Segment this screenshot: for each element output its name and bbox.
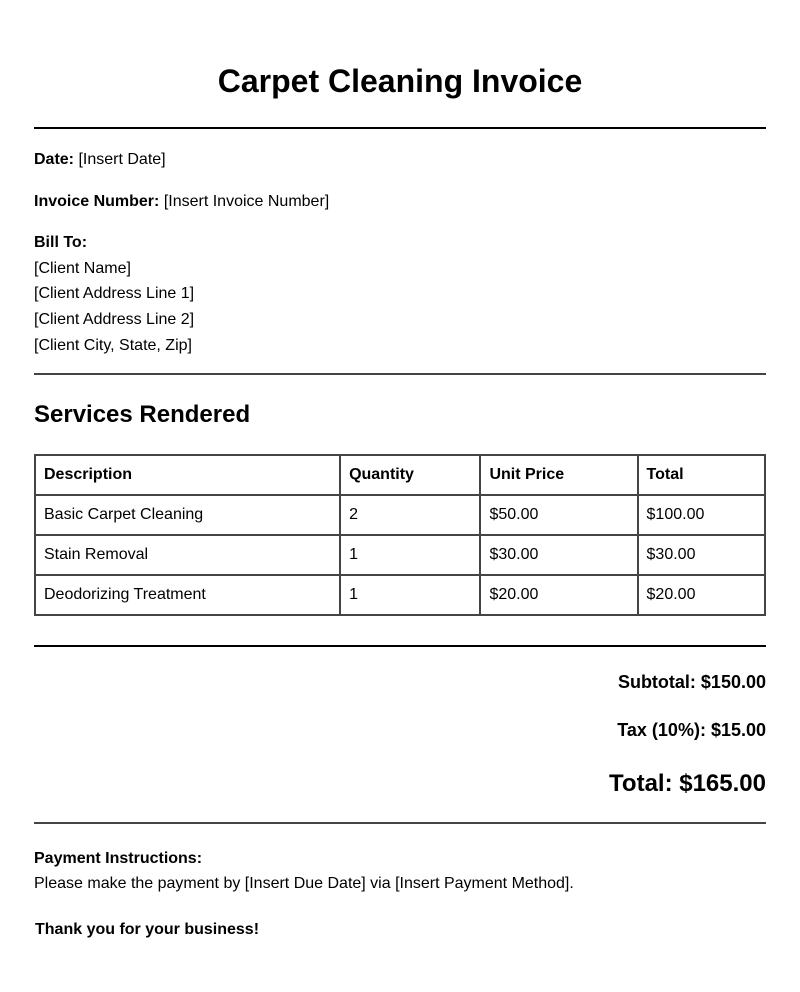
payment-instructions-label: [34, 849, 202, 869]
column-header-quantity: Quantity: [340, 455, 480, 495]
services-heading: Services Rendered: [34, 401, 251, 428]
cell-total: $100.00: [638, 495, 765, 535]
cell-description: Stain Removal: [35, 535, 340, 575]
subtotal-line: Subtotal: $150.00: [617, 672, 766, 692]
client-address-line-1: [Client Address Line 1]: [34, 285, 195, 302]
total-line: Total: $165.00: [609, 770, 766, 797]
date-label: Date:: [34, 151, 75, 168]
thank-you-message: [35, 920, 259, 940]
client-city-state-zip: [Client City, State, Zip]: [34, 337, 192, 354]
column-header-description: Description: [35, 455, 340, 495]
table-row: [35, 495, 765, 535]
date-value: [Insert Date]: [78, 151, 166, 168]
cell-unit-price: $20.00: [480, 575, 637, 615]
cell-total: $20.00: [638, 575, 765, 615]
table-row: [35, 575, 765, 615]
services-table: [34, 454, 766, 616]
cell-quantity: 2: [340, 495, 480, 535]
cell-description: Basic Carpet Cleaning: [35, 495, 340, 535]
date-line: [34, 150, 166, 170]
cell-quantity: 1: [340, 535, 480, 575]
header-divider: [34, 127, 766, 129]
invoice-number-value: [Insert Invoice Number]: [163, 193, 330, 210]
client-address-line-2: [Client Address Line 2]: [34, 311, 195, 328]
billing-divider: [34, 373, 766, 375]
table-header-row: [35, 455, 765, 495]
table-row: [35, 535, 765, 575]
cell-unit-price: $50.00: [480, 495, 637, 535]
thank-you-text: Thank you for your business!: [35, 921, 260, 938]
invoice-number-line: [34, 192, 329, 212]
tax-line: Tax (10%): $15.00: [617, 720, 766, 740]
invoice-number-label: Invoice Number:: [34, 193, 160, 210]
cell-quantity: 1: [340, 575, 480, 615]
bill-to-label: [34, 233, 87, 253]
column-header-total: Total: [638, 455, 765, 495]
bill-to-label-text: Bill To:: [34, 234, 88, 251]
cell-description: Deodorizing Treatment: [35, 575, 340, 615]
table-divider: [34, 645, 766, 647]
summary-divider: [34, 822, 766, 824]
payment-instructions-label-text: Payment Instructions:: [34, 850, 203, 867]
invoice-title: Carpet Cleaning Invoice: [217, 63, 583, 99]
cell-unit-price: $30.00: [480, 535, 637, 575]
column-header-unit-price: Unit Price: [480, 455, 637, 495]
cell-total: $30.00: [638, 535, 765, 575]
payment-instructions-text: Please make the payment by [Insert Due Date] via [Insert Payment Method].: [34, 875, 574, 892]
client-name: [Client Name]: [34, 260, 131, 277]
